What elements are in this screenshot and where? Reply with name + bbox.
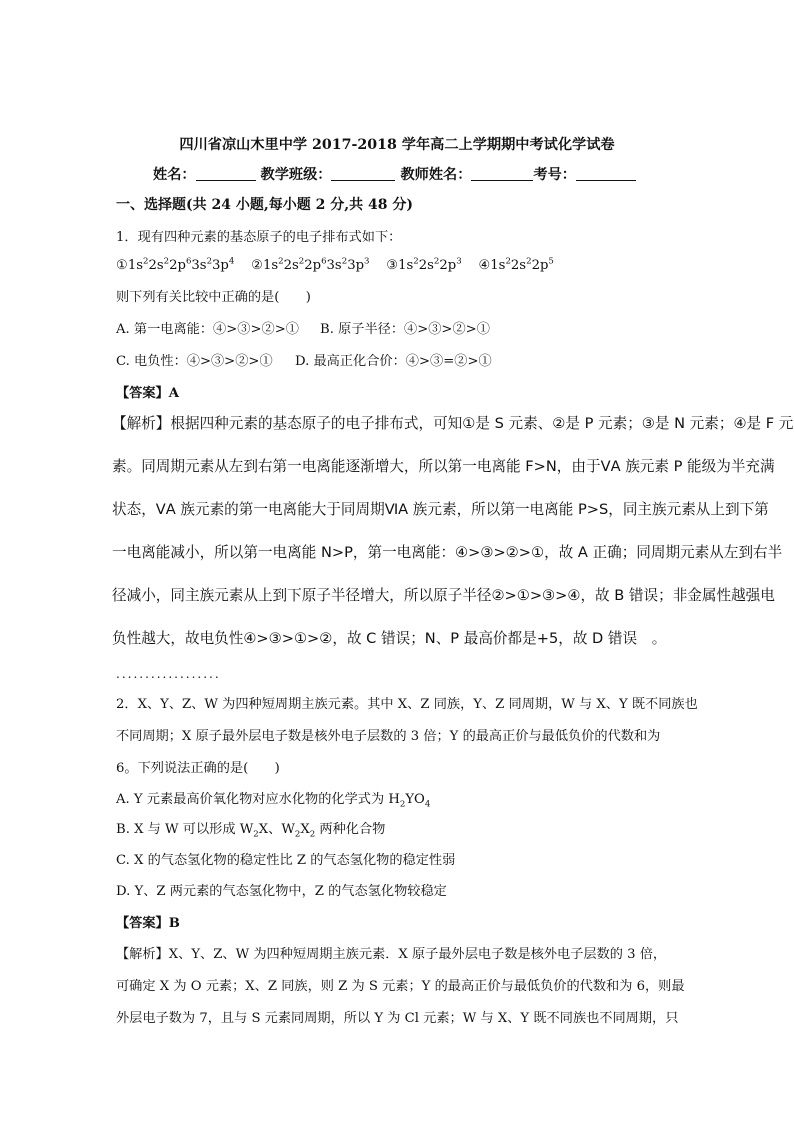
q2-option-d: D. Y、Z 两元素的气态氢化物中，Z 的气态氢化物较稳定 <box>116 884 447 899</box>
q1-option-c: C. 电负性：④>③>②>① <box>116 354 273 369</box>
q2-stem-line-3: 6。下列说法正确的是( ) <box>116 761 280 776</box>
id-blank <box>576 166 636 181</box>
page-title: 四川省凉山木里中学 2017-2018 学年高二上学期期中考试化学试卷 <box>179 137 615 153</box>
teacher-blank <box>471 166 533 181</box>
q2-analysis-line-2: 可确定 X 为 O 元素；X、Z 同族，则 Z 为 S 元素；Y 的最高正价与最低负价的代数和为 6，则最 <box>116 979 685 994</box>
q2-analysis-line-1: 【解析】X、Y、Z、W 为四种短周期主族元素．X 原子最外层电子数是核外电子层数的 3 倍， <box>116 947 667 962</box>
q1-analysis-line-2: 素。同周期元素从左到右第一电离能逐渐增大，所以第一电离能 F>N，由于ⅤA 族元素 P 能级为半充满 <box>112 458 775 475</box>
q1-configs <box>116 256 554 276</box>
q1-analysis-line-1: 【解析】根据四种元素的基态原子的电子排布式，可知①是 S 元素、②是 P 元素；③是 N 元素；④是 F 元 <box>112 415 794 432</box>
student-info-line <box>153 164 636 184</box>
name-blank <box>196 166 256 181</box>
q1-answer: 【答案】A <box>116 386 179 401</box>
q1-analysis-line-5: 径减小，同主族元素从上到下原子半径增大，所以原子半径②>①>③>④，故 B 错误；非金属性越强电 <box>112 587 775 604</box>
q2-answer: 【答案】B <box>116 916 180 931</box>
q1-analysis-line-4: 一电离能减小，所以第一电离能 N>P，第一电离能：④>③>②>①，故 A 正确；同周期元素从左到右半 <box>112 544 783 561</box>
separator-dots: .................. <box>116 667 221 681</box>
teacher-label: 教师姓名： <box>400 167 472 183</box>
q2-option-b: B. X 与 W 可以形成 $W_2X$、$W_2X_2$ 两种化合物 <box>116 822 386 840</box>
id-label: 考号： <box>533 167 576 183</box>
config-4: $④1s^22s^22p^5$ <box>478 256 554 273</box>
class-blank <box>331 166 395 181</box>
q1-analysis-line-3: 状态，ⅤA 族元素的第一电离能大于同周期ⅥA 族元素，所以第一电离能 P>S，同主族元素从上到下第 <box>112 501 769 518</box>
q1-option-b: B. 原子半径：④>③>②>① <box>320 322 490 337</box>
q2-stem-line-2: 不同周期；X 原子最外层电子数是核外电子层数的 3 倍；Y 的最高正价与最低负价的代数和为 <box>116 729 661 744</box>
q2-option-a: A. Y 元素最高价氧化物对应水化物的化学式为 $H_2YO_4$ <box>116 792 431 810</box>
q1-analysis-line-6: 负性越大，故电负性④>③>①>②，故 C 错误；N、P 最高价都是+5，故 D 错误 。 <box>112 630 667 647</box>
q1-stem: 1．现有四种元素的基态原子的电子排布式如下： <box>116 230 402 245</box>
q1-question: 则下列有关比较中正确的是( ) <box>116 290 311 305</box>
q2-analysis-line-3: 外层电子数为 7，且与 S 元素同周期，所以 Y 为 Cl 元素；W 与 X、Y 既不同族也不同周期，只 <box>116 1011 679 1026</box>
class-label: 教学班级： <box>260 167 332 183</box>
name-label: 姓名： <box>153 167 196 183</box>
config-3: $③1s^22s^22p^3$ <box>386 256 462 273</box>
q2-stem-line-1: 2．X、Y、Z、W 为四种短周期主族元素。其中 X、Z 同族，Y、Z 同周期，W 与 X、Y 既不同族也 <box>116 697 698 712</box>
q1-option-a: A. 第一电离能：④>③>②>① <box>116 322 299 337</box>
section-heading: 一、选择题(共 24 小题,每小题 2 分,共 48 分) <box>116 197 413 213</box>
q2-option-c: C. X 的气态氢化物的稳定性比 Z 的气态氢化物的稳定性弱 <box>116 853 456 868</box>
config-1: $①1s^22s^22p^63s^23p^4$ <box>116 256 235 273</box>
q1-option-d: D. 最高正化合价：④>③=②>① <box>295 354 492 369</box>
config-2: $②1s^22s^22p^63s^23p^3$ <box>251 256 370 273</box>
